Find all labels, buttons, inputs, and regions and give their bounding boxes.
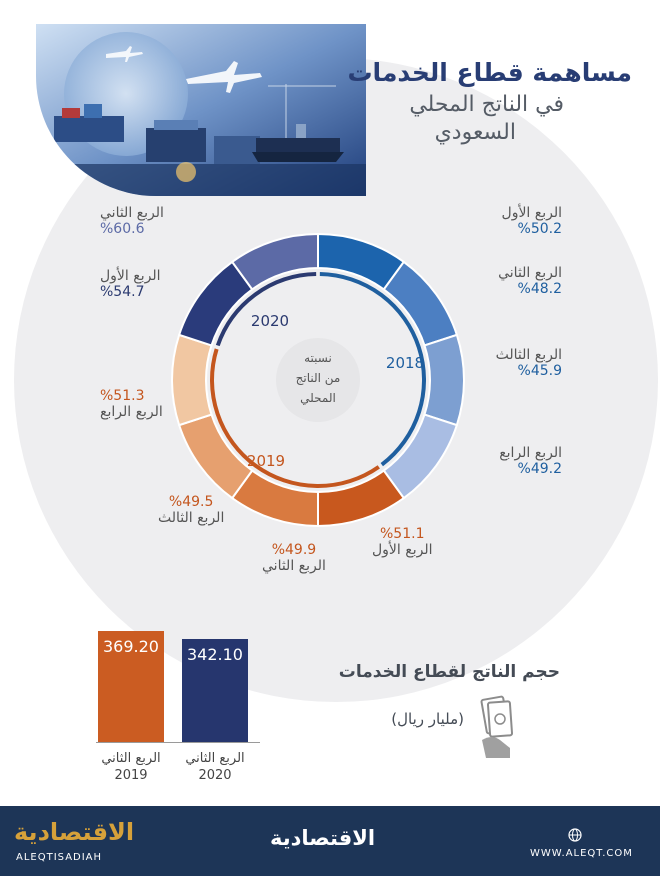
title-line-2: في الناتج المحلي bbox=[409, 92, 564, 117]
label-2019-q4-value: %51.3 bbox=[100, 388, 145, 404]
label-2019-q1 bbox=[372, 526, 432, 558]
label-2019-q3-quarter: الربع الثالث bbox=[158, 510, 225, 526]
label-2018-q3 bbox=[496, 347, 562, 379]
label-2020-q1 bbox=[100, 268, 160, 300]
bar-2020-caption-year: 2020 bbox=[198, 768, 232, 783]
label-2019-q4 bbox=[100, 388, 163, 420]
bar-2019-caption bbox=[88, 750, 174, 784]
year-label-2018: 2018 bbox=[385, 354, 425, 372]
bar-2019-value: 369.20 bbox=[103, 637, 159, 657]
label-2019-q2 bbox=[262, 542, 326, 574]
year-label-2019: 2019 bbox=[246, 452, 286, 470]
footer-brand-left-ar: الاقتصادية bbox=[14, 818, 135, 846]
label-2018-q4 bbox=[499, 445, 562, 477]
footer-website: WWW.ALEQT.COM bbox=[530, 848, 633, 859]
label-2019-q1-quarter: الربع الأول bbox=[372, 542, 433, 558]
label-2019-q3-value: %49.5 bbox=[168, 494, 214, 510]
center-label-line-3: المحلي bbox=[300, 391, 336, 405]
footer-brand-left-en: ALEQTISADIAH bbox=[16, 852, 103, 863]
label-2020-q1-value: %54.7 bbox=[100, 284, 145, 300]
label-2018-q1-quarter: الربع الأول bbox=[501, 205, 562, 221]
title-line-3: السعودي bbox=[434, 120, 516, 145]
donut-segment-2018-q2 bbox=[384, 262, 457, 346]
bar-2020 bbox=[182, 639, 248, 742]
volume-unit: (مليار ريال) bbox=[391, 710, 464, 728]
label-2019-q3 bbox=[158, 494, 224, 526]
label-2020-q1-quarter: الربع الأول bbox=[100, 268, 161, 284]
label-2018-q2-quarter: الربع الثاني bbox=[498, 265, 562, 281]
label-2019-q4-quarter: الربع الرابع bbox=[100, 404, 163, 420]
bar-2019-caption-quarter: الربع الثاني bbox=[101, 751, 161, 766]
bar-axis-line bbox=[96, 742, 260, 743]
donut-segment-2019-q3 bbox=[179, 415, 252, 499]
bar-2020-value: 342.10 bbox=[187, 645, 243, 665]
donut-segment-2019-q4 bbox=[172, 335, 211, 425]
label-2019-q2-quarter: الربع الثاني bbox=[262, 558, 326, 574]
label-2018-q2 bbox=[498, 265, 562, 297]
label-2019-q1-value: %51.1 bbox=[380, 526, 425, 542]
bar-2020-caption bbox=[172, 750, 258, 784]
center-label-line-1: نسبته bbox=[304, 351, 332, 365]
label-2018-q3-value: %45.9 bbox=[517, 363, 562, 379]
footer-bar bbox=[0, 806, 660, 876]
label-2020-q2-quarter: الربع الثاني bbox=[100, 205, 164, 221]
label-2019-q2-value: %49.9 bbox=[271, 542, 317, 558]
donut-segment-2018-q3 bbox=[425, 335, 464, 425]
bar-2019 bbox=[98, 631, 164, 742]
label-2020-q2 bbox=[100, 205, 164, 237]
year-label-2020: 2020 bbox=[250, 312, 290, 330]
label-2018-q4-value: %49.2 bbox=[517, 461, 562, 477]
label-2020-q2-value: %60.6 bbox=[100, 221, 145, 237]
bar-2020-caption-quarter: الربع الثاني bbox=[185, 751, 245, 766]
globe-icon bbox=[568, 828, 582, 842]
label-2018-q1 bbox=[502, 205, 562, 237]
footer-brand-center: الاقتصادية bbox=[270, 826, 376, 850]
volume-title: حجم الناتج لقطاع الخدمات bbox=[338, 662, 560, 682]
center-label-line-2: من الناتج bbox=[295, 371, 341, 385]
label-2018-q2-value: %48.2 bbox=[517, 281, 562, 297]
label-2018-q3-quarter: الربع الثالث bbox=[495, 347, 562, 363]
money-hand-icon bbox=[478, 694, 522, 764]
bar-2019-caption-year: 2019 bbox=[114, 768, 148, 783]
label-2018-q4-quarter: الربع الرابع bbox=[499, 445, 562, 461]
title-line-1: مساهمة قطاع الخدمات bbox=[347, 58, 632, 87]
label-2018-q1-value: %50.2 bbox=[517, 221, 562, 237]
